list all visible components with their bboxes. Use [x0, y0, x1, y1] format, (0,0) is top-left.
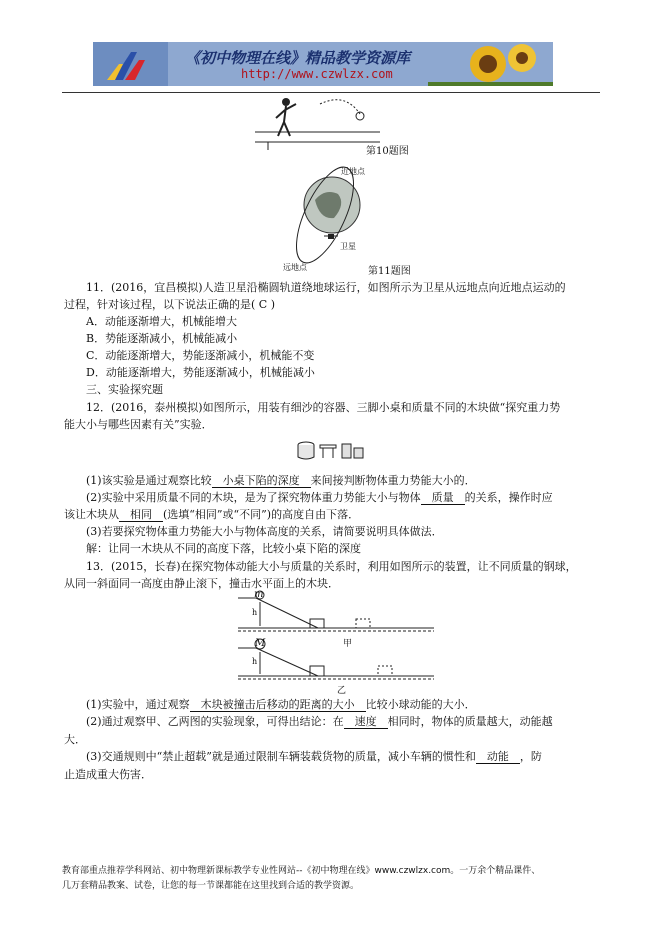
page-footer [62, 864, 602, 894]
figure-yi-label: 乙 [337, 686, 347, 696]
q13-sub3: (3)交通规则中“禁止超载”就是通过限制车辆装载货物的质量，减小车辆的惯性和 动能 ，防 [86, 750, 542, 763]
section-title: 三、实验探究题 [86, 383, 163, 396]
near-point-label: 近地点 [341, 167, 365, 176]
q13-stem-line1: 13．(2015，长春)在探究物体动能大小与质量的关系时，利用如图所示的装置，让不同质量的钢球， [86, 560, 577, 573]
figure-10-caption: 第10题图 [366, 146, 409, 157]
q12-apparatus-figure [296, 440, 368, 462]
q12-stem-line1: 12．(2016，泰州模拟)如图所示，用装有细沙的容器、三脚小桌和质量不同的木块做“探究重力势 [86, 401, 561, 414]
q13-stem-line2: 从同一斜面同一高度由静止滚下，撞击水平面上的木块． [64, 577, 339, 590]
q11-option-b: B．势能逐渐减小，机械能减小 [86, 332, 238, 345]
q12-answer-1: 小桌下陷的深度 [211, 474, 311, 487]
mass-M-label: M [255, 638, 266, 649]
header-banner [93, 42, 553, 86]
q13-incline-figure [238, 590, 434, 690]
q12-sub1: (1)该实验是通过观察比较 小桌下陷的深度 来间接判断物体重力势能大小的． [86, 474, 476, 487]
q12-answer-2: 质量 [420, 491, 465, 504]
q12-sub2: (2)实验中采用质量不同的木块，是为了探究物体重力势能大小与物体 质量 的关系，操作时应 [86, 491, 553, 504]
q11-stem-line1: 11．(2016，宜昌模拟)人造卫星沿椭圆轨道绕地球运行，如图所示为卫星从远地点向近地点运动的 [86, 281, 566, 294]
q13-answer-2: 速度 [343, 715, 388, 728]
height-h-label-2: h [252, 657, 258, 666]
figure-11-orbit [280, 160, 390, 272]
figure-jia-label: 甲 [343, 639, 353, 649]
q12-answer-3: 相同 [119, 508, 163, 521]
q13-sub1: (1)实验中，通过观察 木块被撞击后移动的距离的大小 比较小球动能的大小． [86, 698, 476, 711]
q11-option-a: A．动能逐渐增大，机械能增大 [86, 315, 237, 328]
q11-option-d: D．动能逐渐增大，势能逐渐减小，机械能减小 [86, 366, 315, 379]
mass-m-label: m [254, 589, 264, 600]
banner-title: 《初中物理在线》精品教学资源库 [185, 49, 411, 67]
q11-stem-line2: 过程，针对该过程，以下说法正确的是( C ) [64, 298, 275, 311]
footer-line-2: 几万套精品教案、试卷，让您的每一节课都能在这里找到合适的教学资源。 [62, 881, 360, 891]
q12-solution: 解：让同一木块从不同的高度下落，比较小桌下陷的深度 [86, 542, 361, 555]
q13-sub2-cont: 大． [64, 733, 86, 746]
q13-answer-3: 动能 [475, 750, 520, 763]
q13-answer-1: 木块被撞击后移动的距离的大小 [189, 698, 366, 711]
satellite-label: 卫星 [340, 242, 356, 251]
footer-line-1: 教育部重点推荐学科网站、初中物理新课标教学专业性网站--《初中物理在线》www.czwlzx.com。一万余个精品课件、 [62, 866, 541, 876]
q12-sub2-cont: 该让木块从 相同 (选填“相同”或“不同”)的高度自由下落． [64, 508, 360, 521]
q12-stem-line2: 能大小与哪些因素有关”实验． [64, 418, 213, 431]
far-point-label: 远地点 [283, 263, 307, 272]
figure-11-caption: 第11题图 [368, 266, 411, 277]
q13-sub2: (2)通过观察甲、乙两图的实验现象，可得出结论：在 速度 相同时，物体的质量越大，动能越 [86, 715, 553, 728]
q12-sub3: (3)若要探究物体重力势能大小与物体高度的关系，请简要说明具体做法． [86, 525, 443, 538]
banner-url[interactable]: http://www.czwlzx.com [241, 67, 393, 81]
q11-option-c: C．动能逐渐增大，势能逐渐减小，机械能不变 [86, 349, 315, 362]
q13-sub3-cont: 止造成重大伤害． [64, 768, 152, 781]
height-h-label-1: h [252, 608, 258, 617]
header-divider [62, 92, 600, 93]
